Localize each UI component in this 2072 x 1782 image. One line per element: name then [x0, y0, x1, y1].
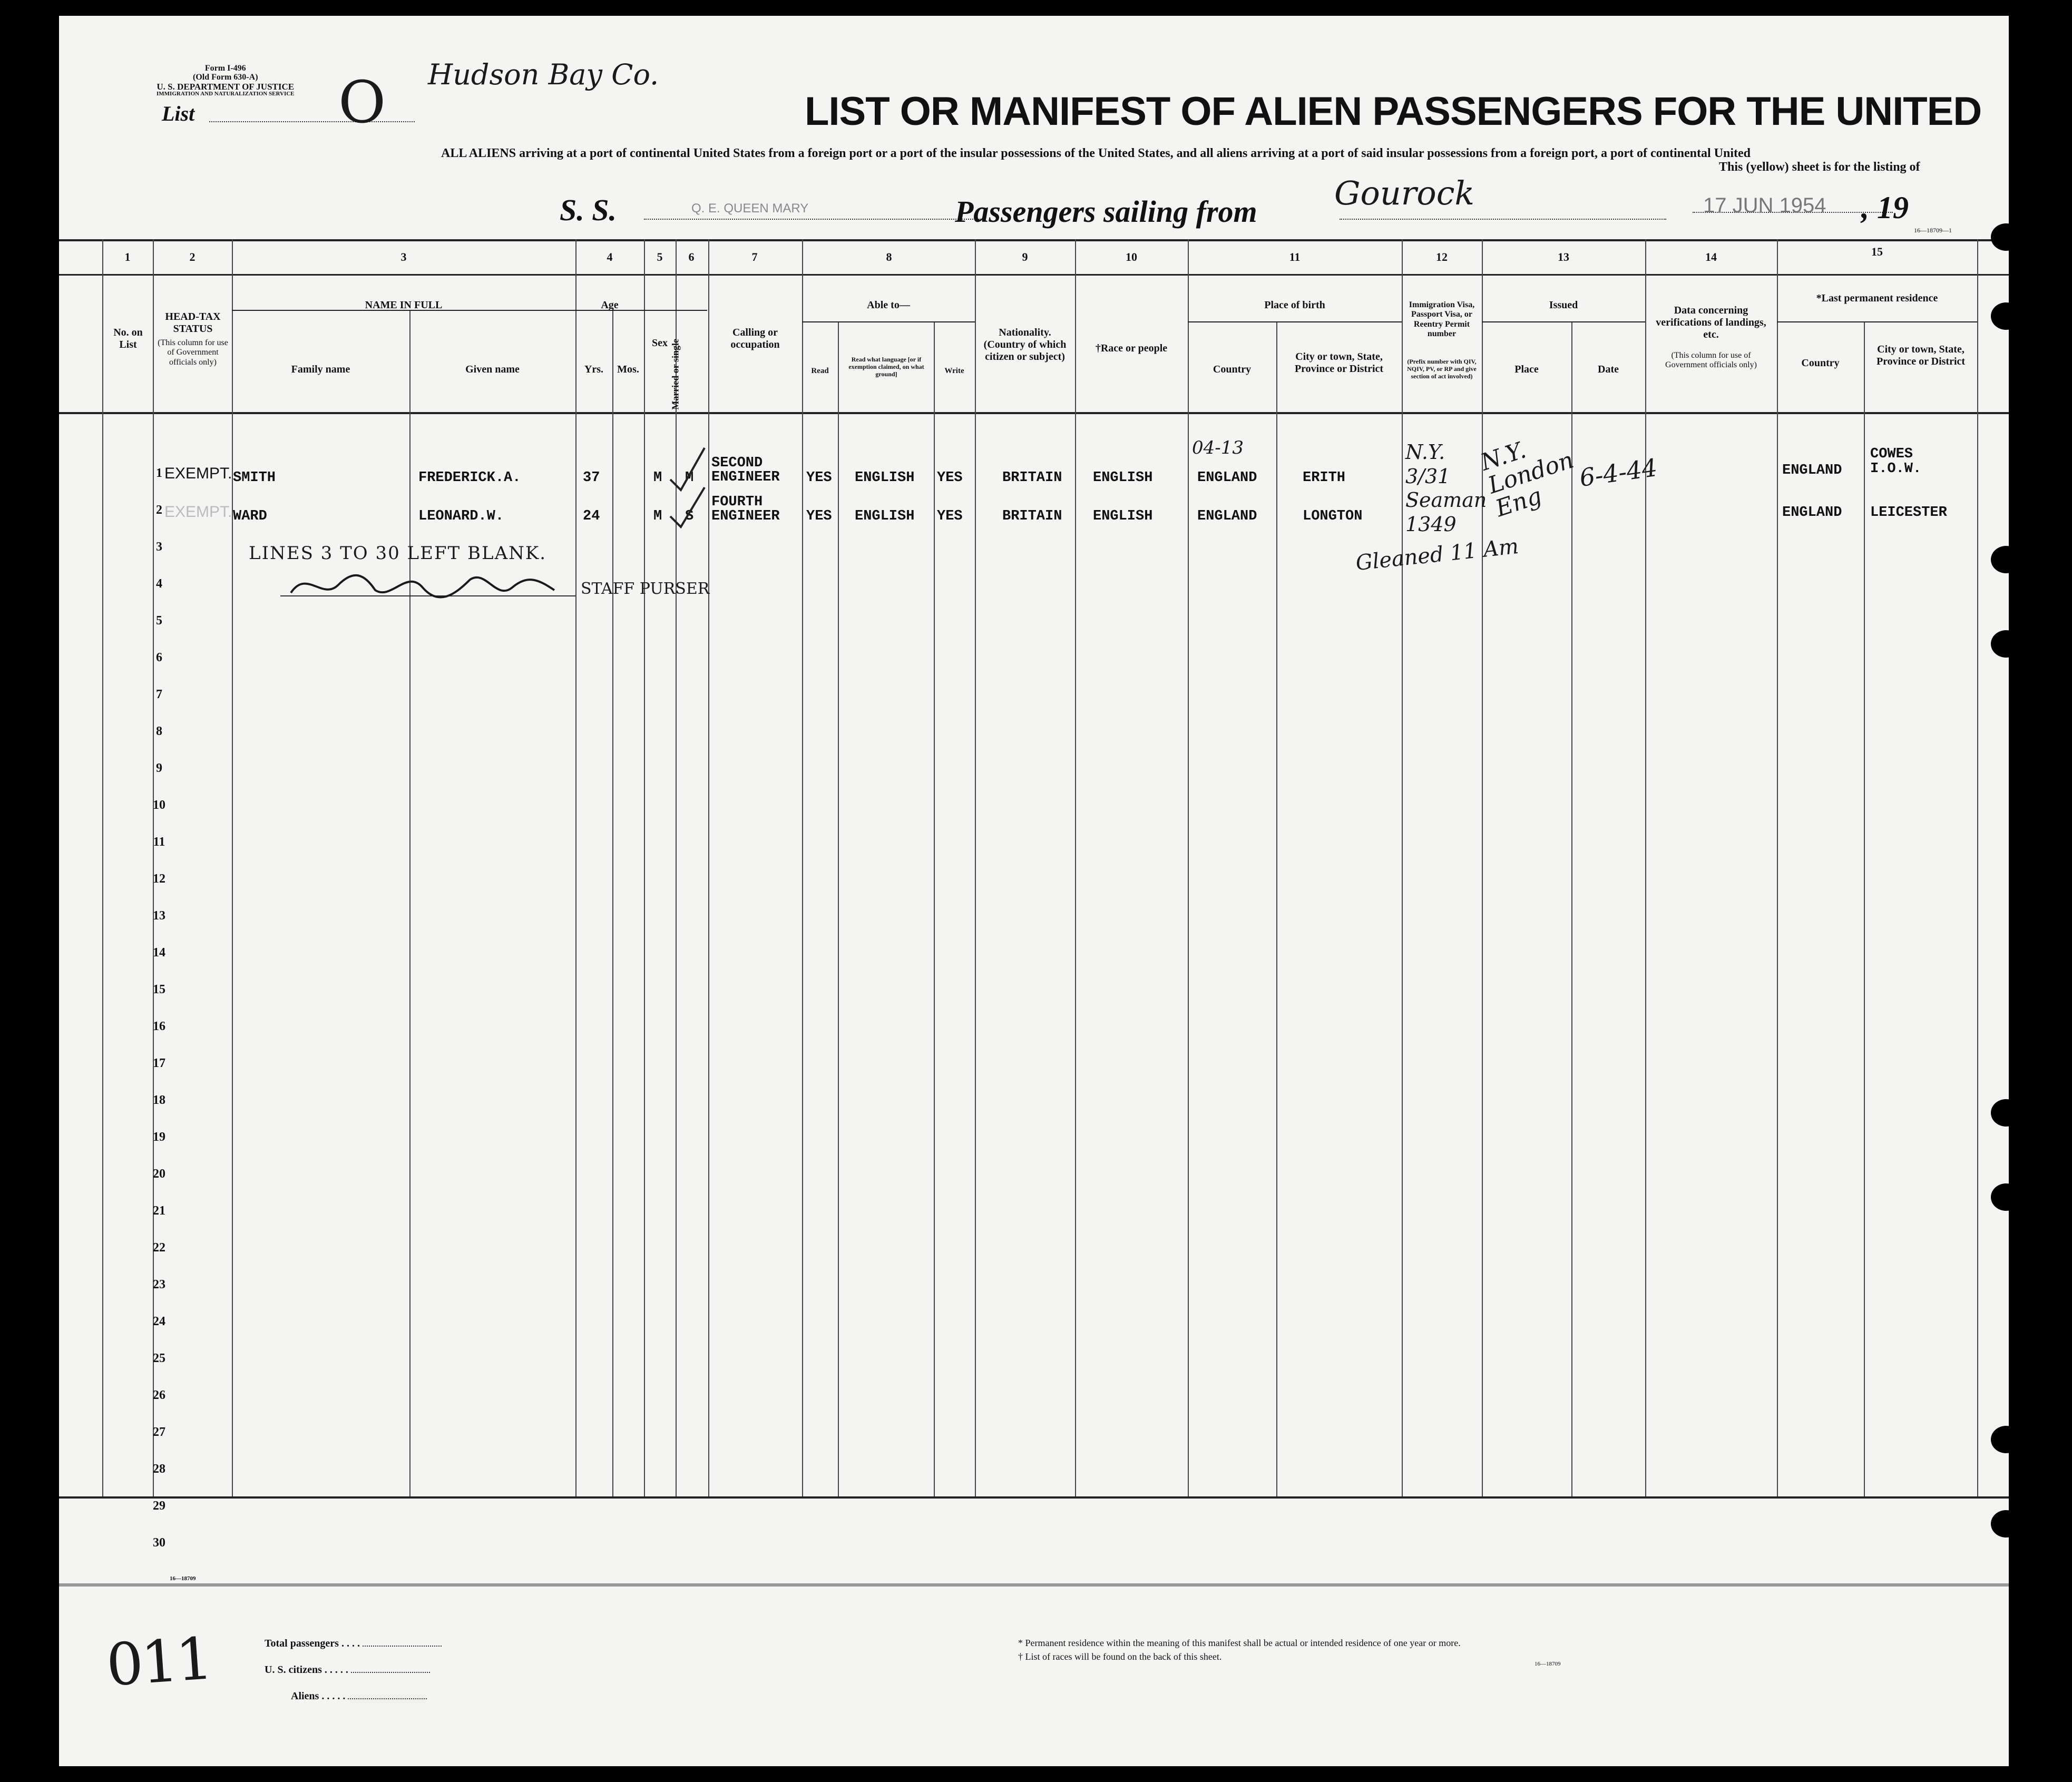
row-number: 26 — [153, 1388, 165, 1402]
column-rule — [708, 239, 709, 1496]
residence-country-cell: ENGLAND — [1782, 463, 1842, 478]
punch-hole — [1991, 1426, 2021, 1453]
column-rule — [232, 239, 233, 1496]
staff-purser-note: STAFF PURSER — [581, 580, 710, 598]
nationality-cell: BRITAIN — [1002, 470, 1062, 486]
row-number: 8 — [156, 724, 162, 738]
sailing-value: Gourock — [1334, 174, 1475, 212]
row-number: 1 — [156, 466, 162, 480]
residence-country-cell: ENGLAND — [1782, 505, 1842, 521]
nationality-cell: BRITAIN — [1002, 508, 1062, 524]
total-passengers-row: Total passengers . . . . — [265, 1638, 442, 1650]
table-bottom-rule — [59, 1496, 2009, 1499]
sailing-label: Passengers sailing from — [955, 194, 1257, 229]
punch-hole — [1991, 223, 2021, 251]
row-number: 4 — [156, 577, 162, 591]
header-issued: Issued — [1549, 299, 1578, 311]
column-number: 5 — [657, 250, 663, 263]
header-issued-place: Place — [1514, 364, 1539, 375]
company-name: Hudson Bay Co. — [428, 58, 659, 91]
purser-signature — [286, 564, 560, 606]
column-number: 14 — [1705, 250, 1717, 263]
column-number: 15 — [1871, 245, 1883, 258]
row-number: 13 — [153, 909, 165, 923]
calling-cell: FOURTH ENGINEER — [711, 494, 780, 524]
birth-country-cell: ENGLAND — [1197, 470, 1257, 486]
row-number: 3 — [156, 540, 162, 554]
list-value: O — [338, 68, 386, 136]
column-number: 11 — [1289, 250, 1301, 263]
column-number: 13 — [1558, 250, 1569, 263]
manifest-title: LIST OR MANIFEST OF ALIEN PASSENGERS FOR THE UNITED — [805, 89, 1982, 134]
row-number: 11 — [153, 835, 165, 849]
sex-cell: M — [653, 470, 662, 486]
column-number: 12 — [1436, 250, 1448, 263]
footer-rule — [59, 1583, 2009, 1587]
row-number: 5 — [156, 614, 162, 628]
header-age: Age — [601, 299, 619, 311]
punch-hole — [1991, 546, 2021, 573]
header-married: Married or single — [670, 339, 681, 410]
punch-hole — [1991, 1183, 2021, 1211]
check-marks — [665, 437, 712, 543]
row-number: 7 — [156, 688, 162, 701]
header-race: †Race or people — [1095, 342, 1168, 354]
header-able-to: Able to— — [867, 299, 910, 311]
punch-hole — [1991, 1510, 2021, 1538]
total-passengers-blank — [363, 1646, 442, 1647]
row-number: 9 — [156, 761, 162, 775]
aliens-label: Aliens — [291, 1690, 319, 1702]
us-citizens-row: U. S. citizens . . . . . — [265, 1664, 430, 1676]
header-birth-country: Country — [1213, 364, 1252, 375]
issued-place-note: N.Y. London Eng — [1477, 436, 1577, 523]
aliens-blank — [348, 1698, 427, 1699]
table-top-rule — [59, 239, 2009, 241]
column-number: 1 — [124, 250, 131, 263]
row-number: 28 — [153, 1462, 165, 1476]
column-rule — [612, 310, 613, 1496]
column-rule — [838, 321, 839, 1496]
column-number: 9 — [1022, 250, 1028, 263]
column-number-rule — [59, 274, 2009, 276]
row-number: 15 — [153, 983, 165, 996]
manifest-sheet — [59, 16, 2009, 1766]
column-number: 7 — [751, 250, 758, 263]
row-number: 19 — [153, 1130, 165, 1144]
subheader-rule — [1482, 321, 1645, 322]
ss-underline — [644, 219, 981, 220]
given-name-cell: LEONARD.W. — [418, 508, 504, 524]
header-issued-date: Date — [1598, 364, 1619, 375]
column-rule — [934, 321, 935, 1496]
married-cell: M — [685, 470, 694, 486]
birth-annotation: 04-13 — [1192, 437, 1244, 458]
column-number: 6 — [688, 250, 695, 263]
read-cell: YES — [806, 470, 832, 486]
sex-cell: M — [653, 508, 662, 524]
old-form-number: (Old Form 630-A) — [192, 72, 258, 82]
column-number: 10 — [1126, 250, 1137, 263]
calling-cell: SECOND ENGINEER — [711, 455, 780, 485]
header-given-name: Given name — [465, 364, 520, 375]
header-bottom-rule — [59, 412, 2009, 414]
sailing-underline — [1340, 219, 1666, 220]
row-number: 10 — [153, 798, 165, 812]
column-rule — [644, 239, 645, 1496]
header-head-tax: HEAD-TAX STATUS — [165, 311, 221, 335]
header-place-of-birth: Place of birth — [1264, 299, 1325, 311]
header-data-note: (This column for use of Government officials only) — [1665, 351, 1757, 370]
row-number: 23 — [153, 1278, 165, 1291]
visa-number-note: N.Y. 3/31 Seaman 1349 — [1405, 440, 1487, 536]
column-rule — [802, 239, 803, 1496]
ss-label: S. S. — [560, 193, 617, 227]
residence-city-cell: LEICESTER — [1870, 505, 1947, 521]
column-rule — [1864, 321, 1865, 1496]
write-cell: YES — [937, 508, 963, 524]
row-number: 12 — [153, 872, 165, 886]
header-residence-country: Country — [1801, 357, 1840, 369]
header-age-years: Yrs. — [584, 364, 604, 375]
margin-number: 011 — [104, 1624, 213, 1699]
column-number: 8 — [886, 250, 892, 263]
column-rule — [1482, 239, 1483, 1496]
row-number: 2 — [156, 503, 162, 517]
us-citizens-blank — [351, 1672, 430, 1673]
column-number: 2 — [189, 250, 196, 263]
column-rule — [409, 310, 411, 1496]
header-calling: Calling or occupation — [730, 327, 780, 350]
header-visa-note: (Prefix number with QIV, NQIV, PV, or RP and give section of act involved) — [1407, 358, 1477, 380]
column-number: 3 — [400, 250, 407, 263]
column-number: 4 — [607, 250, 613, 263]
form-id-block — [157, 64, 295, 97]
aliens-row: Aliens . . . . . — [291, 1690, 427, 1702]
footer-code: 16—18709 — [1535, 1661, 1561, 1667]
birth-country-cell: ENGLAND — [1197, 508, 1257, 524]
write-cell: YES — [937, 470, 963, 486]
header-name-in-full: NAME IN FULL — [365, 299, 443, 311]
service-label: IMMIGRATION AND NATURALIZATION SERVICE — [157, 91, 295, 97]
issued-date-note: 6-4-44 — [1577, 453, 1659, 493]
form-number: Form I-496 — [204, 64, 246, 73]
total-passengers-label: Total passengers — [265, 1638, 339, 1649]
subheader-rule — [1777, 321, 1977, 322]
header-last-residence: *Last permanent residence — [1816, 292, 1938, 304]
column-rule — [575, 239, 576, 1496]
age-cell: 37 — [583, 470, 600, 486]
row-number: 20 — [153, 1167, 165, 1181]
column-rule — [975, 239, 976, 1496]
column-rule — [1075, 239, 1076, 1496]
blank-lines-note: LINES 3 TO 30 LEFT BLANK. — [249, 543, 547, 564]
married-cell: S — [685, 508, 694, 524]
header-data-concerning: Data concerning verifications of landings, etc. — [1656, 305, 1766, 340]
race-cell: ENGLISH — [1093, 508, 1153, 524]
subheader-rule — [1188, 321, 1402, 322]
birth-city-cell: ERITH — [1303, 470, 1346, 486]
age-cell: 24 — [583, 508, 600, 524]
family-name-cell: WARD — [233, 508, 267, 524]
subheader-rule — [802, 321, 975, 322]
residence-city-cell: COWES I.O.W. — [1870, 446, 1922, 477]
language-cell: ENGLISH — [855, 470, 915, 486]
footnote-races: † List of races will be found on the back of this sheet. — [1018, 1651, 1222, 1662]
row-number: 27 — [153, 1425, 165, 1439]
row-number: 21 — [153, 1204, 165, 1218]
read-cell: YES — [806, 508, 832, 524]
row-number: 29 — [153, 1499, 165, 1513]
language-cell: ENGLISH — [855, 508, 915, 524]
column-rule — [676, 239, 677, 1496]
row-number: 25 — [153, 1352, 165, 1365]
row-number: 16 — [153, 1020, 165, 1033]
column-rule — [1645, 239, 1646, 1496]
column-rule — [1402, 239, 1403, 1496]
header-no-on-list: No. on List — [113, 327, 143, 350]
column-rule — [1276, 321, 1277, 1496]
top-right-code: 16—18709—1 — [1914, 227, 1952, 234]
header-read-language: Read what language [or if exemption claimed, on what ground] — [848, 356, 924, 378]
footnote-residence: * Permanent residence within the meaning of this manifest shall be actual or intended residence of one year or more. — [1018, 1638, 1461, 1648]
header-residence-city: City or town, State, Province or District — [1876, 344, 1966, 367]
row-number: 30 — [153, 1536, 165, 1550]
header-nationality: Nationality. (Country of which citizen or subject) — [983, 327, 1067, 363]
head-tax-stamp: EXEMPT. — [164, 503, 232, 521]
instructions-line-2: This (yellow) sheet is for the listing of — [1719, 160, 1920, 174]
header-visa: Immigration Visa, Passport Visa, or Reentry Permit number — [1409, 300, 1475, 339]
header-age-months: Mos. — [617, 364, 639, 375]
column-rule — [1777, 239, 1778, 1496]
header-sex: Sex — [652, 337, 668, 349]
column-rule — [1977, 239, 1978, 1496]
punch-hole — [1991, 1099, 2021, 1127]
header-family-name: Family name — [291, 364, 350, 375]
column-rule — [153, 239, 154, 1496]
ss-value: Q. E. QUEEN MARY — [691, 201, 809, 216]
row-number: 18 — [153, 1093, 165, 1107]
header-birth-city: City or town, State, Province or District — [1294, 351, 1384, 375]
birth-city-cell: LONGTON — [1303, 508, 1363, 524]
row-number: 6 — [156, 651, 162, 664]
row-number: 22 — [153, 1241, 165, 1255]
row-number: 14 — [153, 946, 165, 959]
table-code: 16—18709 — [170, 1575, 196, 1582]
department-label: U. S. DEPARTMENT OF JUSTICE — [157, 81, 295, 92]
family-name-cell: SMITH — [233, 470, 276, 486]
year-label: , 19 — [1861, 190, 1909, 225]
instructions-line-1: ALL ALIENS arriving at a port of continental United States from a foreign port or a port of the insular possessions of the United States, and all aliens arriving at a port of said insular possessions from a foreign port, a port of continental United — [441, 146, 1751, 160]
column-rule — [1188, 239, 1189, 1496]
head-tax-stamp: EXEMPT. — [164, 465, 232, 482]
us-citizens-label: U. S. citizens — [265, 1664, 322, 1676]
punch-hole — [1991, 302, 2021, 330]
column-rule — [102, 239, 103, 1496]
list-label: List — [162, 102, 195, 125]
header-read: Read — [811, 367, 829, 375]
row-number: 17 — [153, 1056, 165, 1070]
punch-hole — [1991, 630, 2021, 658]
date-stamp: 17 JUN 1954 — [1703, 194, 1826, 217]
given-name-cell: FREDERICK.A. — [418, 470, 521, 486]
header-head-tax-note: (This column for use of Government officials only) — [158, 338, 228, 367]
header-write: Write — [944, 367, 964, 375]
row-number: 24 — [153, 1315, 165, 1328]
race-cell: ENGLISH — [1093, 470, 1153, 486]
gleaned-note: Gleaned 11 Am — [1354, 534, 1520, 576]
